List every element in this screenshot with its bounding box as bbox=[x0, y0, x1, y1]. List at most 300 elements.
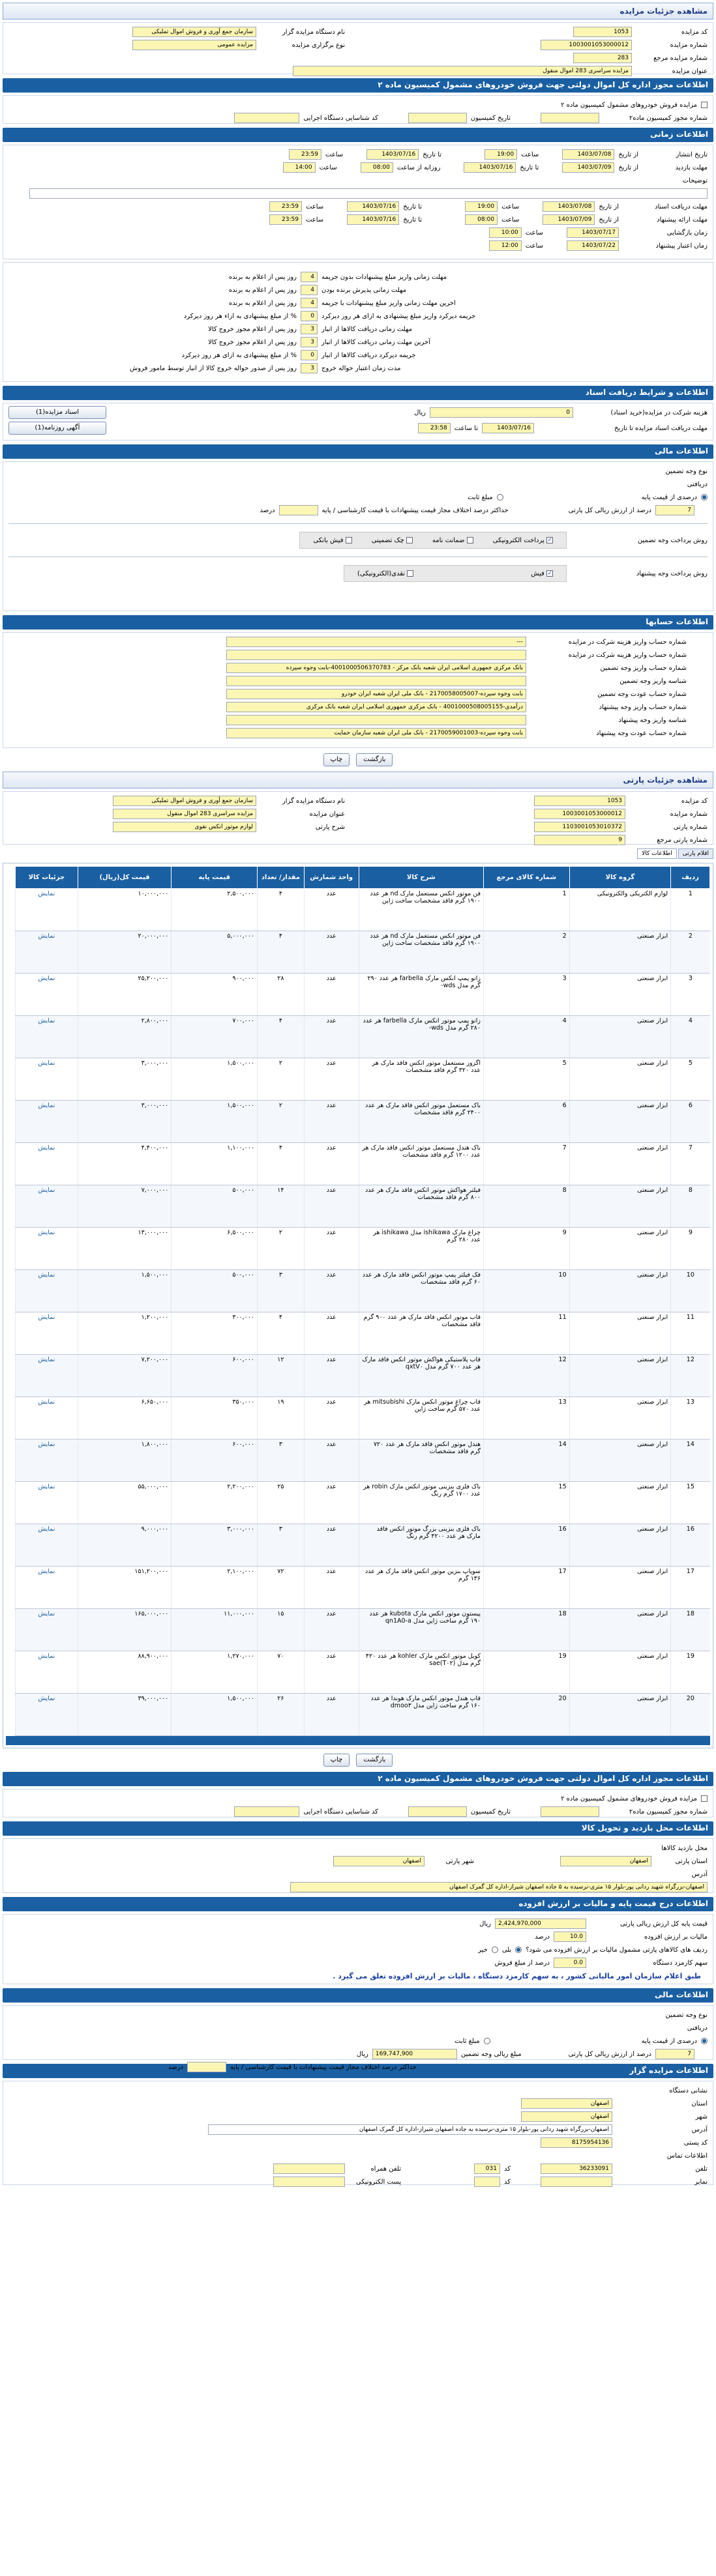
time-label: ساعت bbox=[305, 216, 324, 224]
commission-label: مزایده فروش خودروهای مشمول کمیسیون ماده ۲ bbox=[561, 101, 697, 109]
table-cell: 13 bbox=[671, 1397, 710, 1440]
table-cell: عدد bbox=[304, 1609, 359, 1651]
pay-guarantee[interactable] bbox=[432, 537, 473, 544]
table-cell: ۵۰۰,۰۰۰ bbox=[172, 1185, 258, 1228]
details-link[interactable]: نمایش bbox=[16, 1270, 78, 1312]
addr-field: اصفهان-بزرگراه شهید ردانی پور-بلوار ۱۵ متری-نرسیده به ۵ جاده اصفهان شیراز-اداره کل گمرک اصفهان bbox=[290, 1882, 708, 1892]
table-row bbox=[16, 1482, 710, 1524]
details-link[interactable]: نمایش bbox=[16, 889, 78, 931]
tab-goods[interactable]: اطلاعات کالا bbox=[637, 848, 677, 859]
table-cell: عدد bbox=[304, 1440, 359, 1482]
accounts-band: اطلاعات حسابها bbox=[3, 615, 713, 630]
table-cell: زانو پمپ انکس مارک farbella هر عدد ۲۹۰ گرم مدل wds- bbox=[359, 974, 483, 1016]
time-label: ساعت bbox=[525, 242, 543, 250]
table-row bbox=[16, 1440, 710, 1482]
table-cell: ۲ bbox=[258, 1101, 305, 1143]
phone-code-field: 031 bbox=[474, 2164, 500, 2174]
valid-label: زمان اعتبار پیشنهاد bbox=[655, 242, 708, 250]
table-cell: ابزار صنعتی bbox=[569, 1397, 671, 1440]
party-desc-label: شرح پارتی bbox=[315, 823, 345, 831]
deadline-time-label: تا ساعت bbox=[454, 424, 478, 432]
details-link[interactable]: نمایش bbox=[16, 1058, 78, 1101]
offer-to-time: 23:59 bbox=[269, 214, 302, 225]
pub-date: 1403/07/08 bbox=[562, 149, 614, 160]
visit-to-date: 1403/07/16 bbox=[464, 162, 516, 173]
deadline-unit: روز پس از اعلام به برنده bbox=[228, 299, 297, 307]
to-label: تا تاریخ bbox=[403, 216, 423, 224]
deadline-value: 4 bbox=[301, 298, 318, 308]
check-icon bbox=[546, 537, 553, 543]
table-cell: ۲۵,۲۰۰,۰۰۰ bbox=[78, 974, 172, 1016]
table-cell: 7 bbox=[484, 1143, 570, 1185]
fee-label: هزینه شرکت در مزایده(خرید اسناد) bbox=[610, 409, 708, 416]
pub-to-date: 1403/07/16 bbox=[366, 149, 419, 160]
account-row bbox=[8, 727, 687, 740]
party-party: 1103001053010372 bbox=[534, 822, 625, 832]
permit-band: اطلاعات مجوز اداره کل اموال دولتی جهت فروش خودروهای مشمول کمیسیون ماده ۲ bbox=[3, 78, 713, 93]
table-cell: 2 bbox=[484, 931, 570, 974]
desc-field bbox=[29, 188, 708, 199]
pay-cheque[interactable] bbox=[372, 537, 413, 544]
pay-method-label: روش پرداخت وجه تضمین bbox=[637, 536, 708, 544]
table-cell: ۶,۵۰۰,۰۰۰ bbox=[172, 1228, 258, 1270]
table-cell: ابزار صنعتی bbox=[569, 1270, 671, 1312]
details-link[interactable]: نمایش bbox=[16, 1312, 78, 1355]
po-receipt[interactable] bbox=[531, 570, 553, 577]
pub-time: 19:00 bbox=[485, 149, 517, 160]
offer-time: 08:00 bbox=[465, 214, 498, 225]
table-cell: عدد bbox=[304, 1185, 359, 1228]
table-cell: ۳ bbox=[258, 1440, 305, 1482]
details-link[interactable]: نمایش bbox=[16, 1440, 78, 1482]
auctioneer-box bbox=[3, 2081, 713, 2185]
details-link[interactable]: نمایش bbox=[16, 1016, 78, 1058]
table-cell: ۲ bbox=[258, 1228, 305, 1270]
vat-yes-radio[interactable] bbox=[515, 1946, 522, 1953]
pay-electronic-label: پرداخت الکترونیکی bbox=[492, 536, 544, 544]
table-cell: ۳۵۰,۰۰۰ bbox=[172, 1397, 258, 1440]
deadline-label: جریمه دیرکرد دریافت کالاها از انبار bbox=[321, 351, 416, 359]
account-value: بانک مرکزی جمهوری اسلامی ایران شعبه بانک مرکز - 4001000506370783-بابت وجوه سپرده bbox=[226, 663, 526, 673]
table-row bbox=[16, 1355, 710, 1397]
party-party-label: شماره پارتی bbox=[673, 823, 708, 831]
table-cell: 8 bbox=[484, 1185, 570, 1228]
post-label: کد پستی bbox=[683, 2139, 708, 2147]
vat-field: 10.0 bbox=[554, 1932, 586, 1942]
deadline-date: 1403/07/16 bbox=[482, 423, 534, 433]
table-cell: 13 bbox=[484, 1397, 570, 1440]
table-cell: ۲۵ bbox=[258, 1482, 305, 1524]
account-row bbox=[8, 635, 687, 648]
deadline-label: مهلت زمانی واریز مبلغ پیشنهادات بدون جریمه bbox=[321, 273, 447, 281]
fixed2-radio[interactable] bbox=[484, 2038, 490, 2044]
column-header: جزئیات کالا bbox=[16, 867, 78, 889]
table-cell: ابزار صنعتی bbox=[569, 1312, 671, 1355]
table-row bbox=[16, 1101, 710, 1143]
party-code: 1053 bbox=[534, 796, 625, 806]
base-unit: ریال bbox=[479, 1920, 491, 1928]
table-cell: سوپاپ بنزین موتور انکس فاقد مارک هر عدد ۱۳۶ گرم bbox=[359, 1567, 483, 1609]
account-label: شناسه واریز وجه تضمین bbox=[619, 677, 687, 685]
table-footer bbox=[6, 1736, 710, 1745]
id2-field bbox=[234, 1806, 299, 1817]
table-cell: 10 bbox=[671, 1270, 710, 1312]
table-cell: ۱۰,۰۰۰,۰۰۰ bbox=[78, 889, 172, 931]
pay-guarantee-label: ضمانت نامه bbox=[432, 536, 465, 544]
party-org: سازمان جمع آوری و فروش اموال تملیکی bbox=[113, 796, 256, 806]
table-cell: ۳,۰۰۰,۰۰۰ bbox=[78, 1101, 172, 1143]
fax-label: نمابر bbox=[694, 2178, 708, 2186]
table-cell: ابزار صنعتی bbox=[569, 1482, 671, 1524]
account-value: درآمدی-4001000508005155 - بانک مرکزی جمهوری اسلامی ایران شعبه بانک مرکزی bbox=[226, 702, 526, 712]
percent-radio[interactable] bbox=[701, 494, 708, 500]
pay-offer-methods bbox=[344, 565, 567, 582]
deadline-row bbox=[8, 270, 517, 283]
table-cell: 2 bbox=[671, 931, 710, 974]
max2-label: حداکثر درصد اختلاف مجاز قیمت پیشنهادات با قیمت کارشناسی / پایه bbox=[230, 2063, 417, 2071]
amount-unit: ریال bbox=[356, 2050, 368, 2058]
table-cell: چراغ مارک ishikawa مدل ishikawa هر عدد ۲۸۰ گرم bbox=[359, 1228, 483, 1270]
table-cell: 7 bbox=[671, 1143, 710, 1185]
contact-label: اطلاعات تماس bbox=[666, 2152, 708, 2160]
table-cell: ۱,۲۷۰,۰۰۰ bbox=[172, 1651, 258, 1694]
newspaper-ad-button[interactable]: آگهی روزنامه(1) bbox=[8, 422, 106, 435]
table-cell: عدد bbox=[304, 974, 359, 1016]
commission-checkbox[interactable] bbox=[701, 102, 708, 108]
permit-box bbox=[3, 95, 713, 124]
time-label: ساعت bbox=[525, 229, 543, 237]
desc-label: توضیحات bbox=[682, 177, 708, 184]
fax-code-label: کد bbox=[503, 2178, 511, 2186]
tab-items[interactable]: اقلام پارتی bbox=[678, 848, 713, 859]
offer-to-date: 1403/07/16 bbox=[347, 214, 399, 225]
ref-label: شماره مزایده مرجع bbox=[653, 54, 708, 62]
details-link[interactable]: نمایش bbox=[16, 1567, 78, 1609]
time-label: ساعت bbox=[501, 216, 520, 224]
table-cell: 14 bbox=[484, 1440, 570, 1482]
table-cell: ۲,۵۰۰,۰۰۰ bbox=[172, 889, 258, 931]
details-link[interactable]: نمایش bbox=[16, 1228, 78, 1270]
time-label: ساعت bbox=[305, 203, 324, 210]
column-header: گروه کالا bbox=[569, 867, 671, 889]
permit2-band: اطلاعات مجوز اداره کل اموال دولتی جهت فروش خودروهای مشمول کمیسیون ماده ۲ bbox=[3, 1772, 713, 1786]
commission2-label: مزایده فروش خودروهای مشمول کمیسیون ماده ۲ bbox=[561, 1795, 697, 1802]
table-cell: 5 bbox=[671, 1058, 710, 1101]
table-cell: ۱۵۱,۲۰۰,۰۰۰ bbox=[78, 1567, 172, 1609]
column-header: واحد شمارش bbox=[304, 867, 359, 889]
check-icon bbox=[546, 570, 553, 577]
table-cell: ۶,۶۵۰,۰۰۰ bbox=[78, 1397, 172, 1440]
fixed-radio-label: مبلغ ثابت bbox=[468, 493, 493, 501]
details-link[interactable]: نمایش bbox=[16, 1101, 78, 1143]
column-header: قیمت کل(ریال) bbox=[78, 867, 172, 889]
table-cell: ابزار صنعتی bbox=[569, 1228, 671, 1270]
email-label: پست الکترونیکی bbox=[355, 2178, 401, 2186]
table-cell: ۲ bbox=[258, 1058, 305, 1101]
table-cell: 4 bbox=[671, 1016, 710, 1058]
table-cell: باک هندل مستعمل موتور انکس فاقد مارک هر عدد ۱۲۰۰ گرم فاقد مشخصات bbox=[359, 1143, 483, 1185]
price-band: اطلاعات درج قیمت پایه و مالیات بر ارزش افزوده bbox=[3, 1897, 713, 1911]
table-cell: ۶۰۰,۰۰۰ bbox=[172, 1355, 258, 1397]
table-cell: ۱,۵۰۰,۰۰۰ bbox=[172, 1101, 258, 1143]
from-label: از تاریخ bbox=[618, 151, 638, 158]
table-cell: ۹,۰۰۰,۰۰۰ bbox=[78, 1524, 172, 1567]
deadline-value: 4 bbox=[301, 272, 318, 282]
accounts-list bbox=[8, 635, 687, 740]
permit-num-label: شماره مجوز کمیسیون ماده۲ bbox=[629, 114, 708, 122]
time-label: ساعت bbox=[319, 164, 337, 171]
table-cell: فن موتور انکس مستعمل مارک nd هر عدد ۱۹۰۰ گرم فاقد مشخصات ساخت ژاپن bbox=[359, 889, 483, 931]
doc-to-date: 1403/07/16 bbox=[347, 201, 399, 212]
table-row bbox=[16, 1609, 710, 1651]
table-cell: باک فلزی بنزینی موتور انکس مارک robin هر عدد ۱۷۰۰ گرم رنگ bbox=[359, 1482, 483, 1524]
table-cell: ابزار صنعتی bbox=[569, 1567, 671, 1609]
doc-to-time: 23:59 bbox=[269, 201, 302, 212]
table-cell: عدد bbox=[304, 1482, 359, 1524]
auction-details-title: مشاهده جزئیات مزایده bbox=[3, 3, 713, 20]
city-label: شهر پارتی bbox=[445, 1857, 474, 1865]
table-cell: ۳,۰۰۰,۰۰۰ bbox=[78, 1058, 172, 1101]
details-link[interactable]: نمایش bbox=[16, 931, 78, 974]
back-button-2[interactable]: بازگشت bbox=[356, 1754, 393, 1767]
table-cell: 14 bbox=[671, 1440, 710, 1482]
share-label: سهم کارمزد دستگاه bbox=[653, 1959, 708, 1967]
fax-code-field bbox=[474, 2177, 500, 2187]
table-cell: ۳ bbox=[258, 1524, 305, 1567]
visit-date: 1403/07/09 bbox=[562, 162, 614, 173]
table-cell: ۵۰۰,۰۰۰ bbox=[172, 1270, 258, 1312]
table-cell: ۱۱,۰۰۰,۰۰۰ bbox=[172, 1609, 258, 1651]
table-header-row bbox=[16, 867, 710, 889]
details-link[interactable]: نمایش bbox=[16, 1609, 78, 1651]
account-label: شناسه واریز وجه پیشنهاد bbox=[618, 716, 687, 724]
visit-label: مهلت بازدید bbox=[675, 164, 708, 171]
details-link[interactable]: نمایش bbox=[16, 1524, 78, 1567]
table-cell: قاب موتور انکس فاقد مارک هر عدد ۹۰۰ گرم فاقد مشخصات bbox=[359, 1312, 483, 1355]
deadline-unit: روز پس از اعلام به برنده bbox=[228, 286, 297, 294]
permit-date-field bbox=[408, 113, 467, 123]
account-row bbox=[8, 701, 687, 714]
prov2-label: استان bbox=[691, 2100, 708, 2107]
deadline-value: 0 bbox=[301, 311, 318, 321]
table-cell: 3 bbox=[671, 974, 710, 1016]
table-cell: ۲۸ bbox=[258, 974, 305, 1016]
table-cell: ۲۰,۰۰۰,۰۰۰ bbox=[78, 931, 172, 974]
party-subj-label: عنوان مزایده bbox=[309, 810, 345, 818]
fixed-radio[interactable] bbox=[497, 494, 503, 500]
vat-label: مالیات بر ارزش افزوده bbox=[644, 1933, 708, 1941]
details-link[interactable]: نمایش bbox=[16, 1694, 78, 1736]
valid-date: 1403/07/22 bbox=[567, 240, 619, 251]
addr2-label: آدرس bbox=[691, 2126, 708, 2134]
pay-receipt[interactable] bbox=[313, 537, 351, 544]
table-cell: عدد bbox=[304, 1228, 359, 1270]
table-row bbox=[16, 1397, 710, 1440]
table-cell: زانو پمپ موتور انکس مارک farbella هر عدد ۲۸۰ گرم مدل wds- bbox=[359, 1016, 483, 1058]
check-icon bbox=[346, 537, 352, 543]
open-label: زمان بازگشایی bbox=[666, 229, 708, 237]
po-cash[interactable] bbox=[357, 570, 413, 577]
docs-box bbox=[3, 403, 713, 441]
table-cell: ۱,۵۰۰,۰۰۰ bbox=[172, 1058, 258, 1101]
table-cell: 15 bbox=[484, 1482, 570, 1524]
account-row bbox=[8, 661, 687, 674]
share-field: 0.0 bbox=[554, 1958, 586, 1968]
table-cell: عدد bbox=[304, 1355, 359, 1397]
print-button-2[interactable]: چاپ bbox=[323, 1754, 350, 1767]
time-label: ساعت bbox=[501, 203, 520, 210]
table-cell: ۱۳,۰۰۰,۰۰۰ bbox=[78, 1228, 172, 1270]
percent2-radio[interactable] bbox=[701, 2038, 708, 2044]
offer-label: مهلت ارائه پیشنهاد bbox=[657, 216, 708, 224]
subject-label: عنوان مزایده bbox=[672, 67, 708, 75]
auction-docs-button[interactable]: اسناد مزایده(1) bbox=[8, 406, 106, 419]
deadline-row bbox=[8, 349, 517, 362]
doc-label: مهلت دریافت اسناد bbox=[655, 203, 708, 210]
table-cell: عدد bbox=[304, 931, 359, 974]
amount-field: 169,747,900 bbox=[372, 2049, 457, 2059]
details-link[interactable]: نمایش bbox=[16, 1651, 78, 1694]
docs-band: اطلاعات و شرایط دریافت اسناد bbox=[3, 386, 713, 400]
visit-to-time: 14:00 bbox=[283, 162, 316, 173]
table-cell: ابزار صنعتی bbox=[569, 974, 671, 1016]
column-header: شرح کالا bbox=[359, 867, 483, 889]
table-cell: 16 bbox=[671, 1524, 710, 1567]
code-label: کد مزایده bbox=[681, 28, 708, 36]
from-label: از تاریخ bbox=[599, 203, 619, 210]
table-cell: 12 bbox=[671, 1355, 710, 1397]
base-label: قیمت پایه کل ارزش ریالی پارتی bbox=[619, 1920, 708, 1928]
subject-field: مزایده سراسری 283 اموال منقول bbox=[293, 66, 632, 76]
details-link[interactable]: نمایش bbox=[16, 1397, 78, 1440]
prov-label: استان پارتی bbox=[675, 1857, 708, 1865]
open-time: 10:00 bbox=[489, 227, 522, 238]
table-cell: ۵,۰۰۰,۰۰۰ bbox=[172, 931, 258, 974]
table-cell: ابزار صنعتی bbox=[569, 1651, 671, 1694]
table-cell: اگزوز مستعمل موتور انکس فاقد مارک هر عدد ۳۲۰ گرم فاقد مشخصات bbox=[359, 1058, 483, 1101]
account-row bbox=[8, 714, 687, 727]
valid-time: 12:00 bbox=[489, 240, 522, 251]
addr-title: نشانی دستگاه bbox=[669, 2087, 708, 2094]
table-cell: عدد bbox=[304, 1397, 359, 1440]
column-header: شماره کالای مرجع bbox=[484, 867, 570, 889]
account-row bbox=[8, 674, 687, 687]
table-cell: عدد bbox=[304, 1143, 359, 1185]
table-cell: 17 bbox=[484, 1567, 570, 1609]
table-row bbox=[16, 1567, 710, 1609]
table-cell: ۱۶۵,۰۰۰,۰۰۰ bbox=[78, 1609, 172, 1651]
table-cell: ۴ bbox=[258, 1312, 305, 1355]
back-button[interactable]: بازگشت bbox=[356, 753, 393, 766]
max-diff-field bbox=[279, 505, 318, 515]
table-cell: ۱,۵۰۰,۰۰۰ bbox=[172, 1694, 258, 1736]
deadlines-list bbox=[8, 270, 517, 375]
max-diff-unit: درصد bbox=[260, 506, 275, 514]
from-label: از تاریخ bbox=[618, 164, 638, 171]
deadline-unit: روز پس از اعلام مجوز خروج کالا bbox=[208, 325, 297, 333]
city2-label: شهر bbox=[695, 2113, 708, 2120]
type-label: نوع برگزاری مزایده bbox=[291, 41, 345, 49]
details-link[interactable]: نمایش bbox=[16, 1185, 78, 1228]
time-band: اطلاعات زمانی bbox=[3, 128, 713, 142]
deadline-row bbox=[8, 323, 517, 336]
party-ref: 9 bbox=[534, 835, 625, 845]
table-cell: ابزار صنعتی bbox=[569, 931, 671, 974]
to-label: تا تاریخ bbox=[403, 203, 423, 210]
addr-label: آدرس bbox=[691, 1870, 708, 1878]
table-cell: ۳۰۰,۰۰۰ bbox=[172, 1312, 258, 1355]
account-value: بابت وجوه سپرده-2170058005007 - بانک ملی ایران شعبه ایران خودرو bbox=[226, 689, 526, 699]
table-cell: قاب هندل موتور انکس مارک هوندا هر عدد ۱۶۰ گرم ساخت ژاپن مدل dmoo۳ bbox=[359, 1694, 483, 1736]
mobile-field bbox=[273, 2164, 345, 2174]
pay-electronic[interactable] bbox=[493, 537, 553, 544]
deadline-row bbox=[8, 283, 517, 297]
table-cell: عدد bbox=[304, 1101, 359, 1143]
location-box bbox=[3, 1838, 713, 1893]
check-icon bbox=[406, 537, 413, 543]
to-label: تا تاریخ bbox=[423, 151, 442, 158]
details-link[interactable]: نمایش bbox=[16, 1355, 78, 1397]
deadline-row bbox=[8, 297, 517, 310]
table-cell: ۱۵ bbox=[258, 1609, 305, 1651]
table-cell: ۷۰۰,۰۰۰ bbox=[172, 1016, 258, 1058]
party-num: 1003001053000012 bbox=[534, 809, 625, 819]
details-link[interactable]: نمایش bbox=[16, 974, 78, 1016]
deadline-label: جریمه دیرکرد واریز مبلغ پیشنهادی به ازای هر روز دیرکرد bbox=[321, 312, 476, 320]
doc-date: 1403/07/08 bbox=[543, 201, 595, 212]
account-label: شماره حساب واریز هزینه شرکت در مزایده bbox=[568, 651, 687, 659]
table-cell: ابزار صنعتی bbox=[569, 1058, 671, 1101]
table-cell: ۶۰۰,۰۰۰ bbox=[172, 1440, 258, 1482]
print-button[interactable]: چاپ bbox=[323, 753, 350, 766]
max-diff-label: حداکثر درصد اختلاف مجاز قیمت پیشنهادات با قیمت کارشناسی / پایه bbox=[321, 506, 509, 514]
deadline-value: 3 bbox=[301, 337, 318, 347]
org-field: سازمان جمع آوری و فروش اموال تملیکی bbox=[132, 27, 256, 37]
table-cell: 18 bbox=[671, 1609, 710, 1651]
table-cell: ابزار صنعتی bbox=[569, 1694, 671, 1736]
vat-unit: درصد bbox=[534, 1933, 550, 1941]
table-cell: 19 bbox=[484, 1651, 570, 1694]
table-cell: 11 bbox=[671, 1312, 710, 1355]
time-box bbox=[3, 145, 713, 259]
deadline-row bbox=[8, 362, 517, 375]
table-cell: ۲,۲۰۰,۰۰۰ bbox=[172, 1482, 258, 1524]
table-cell: 11 bbox=[484, 1312, 570, 1355]
party-org-label: نام دستگاه مزایده گزار bbox=[282, 797, 345, 805]
vat-question: ردیف های کالاهای پارتی مشمول مالیات بر ارزش افزوده می شود؟ bbox=[526, 1946, 708, 1954]
prov-field: اصفهان bbox=[560, 1856, 651, 1866]
party-desc: لوازم موتور انکس نقوی bbox=[113, 822, 256, 832]
table-cell: 9 bbox=[671, 1228, 710, 1270]
account-label: شماره حساب عودت وجه تضمین bbox=[597, 690, 687, 698]
finance-box bbox=[3, 461, 713, 611]
commission2-checkbox[interactable] bbox=[701, 1795, 708, 1802]
table-cell: ابزار صنعتی bbox=[569, 1101, 671, 1143]
guar-type-value: دریافتی bbox=[687, 480, 708, 488]
details-link[interactable]: نمایش bbox=[16, 1143, 78, 1185]
table-cell: عدد bbox=[304, 1270, 359, 1312]
deadline-label: مهلت دریافت اسناد مزایده تا تاریخ bbox=[614, 424, 708, 432]
loc-label: محل بازدید کالاها bbox=[661, 1844, 708, 1852]
table-cell: ابزار صنعتی bbox=[569, 1143, 671, 1185]
details-link[interactable]: نمایش bbox=[16, 1482, 78, 1524]
vat-no-radio[interactable] bbox=[492, 1946, 498, 1953]
party-subj: مزایده سراسری 283 اموال منقول bbox=[113, 809, 256, 819]
deadline-unit: % از مبلغ پیشنهادی به ازاء هر روز دیرکرد bbox=[183, 312, 297, 320]
price-box bbox=[3, 1914, 713, 1984]
deadline-unit: روز پس از اعلام به برنده bbox=[228, 273, 297, 281]
from-label: از تاریخ bbox=[599, 216, 619, 224]
